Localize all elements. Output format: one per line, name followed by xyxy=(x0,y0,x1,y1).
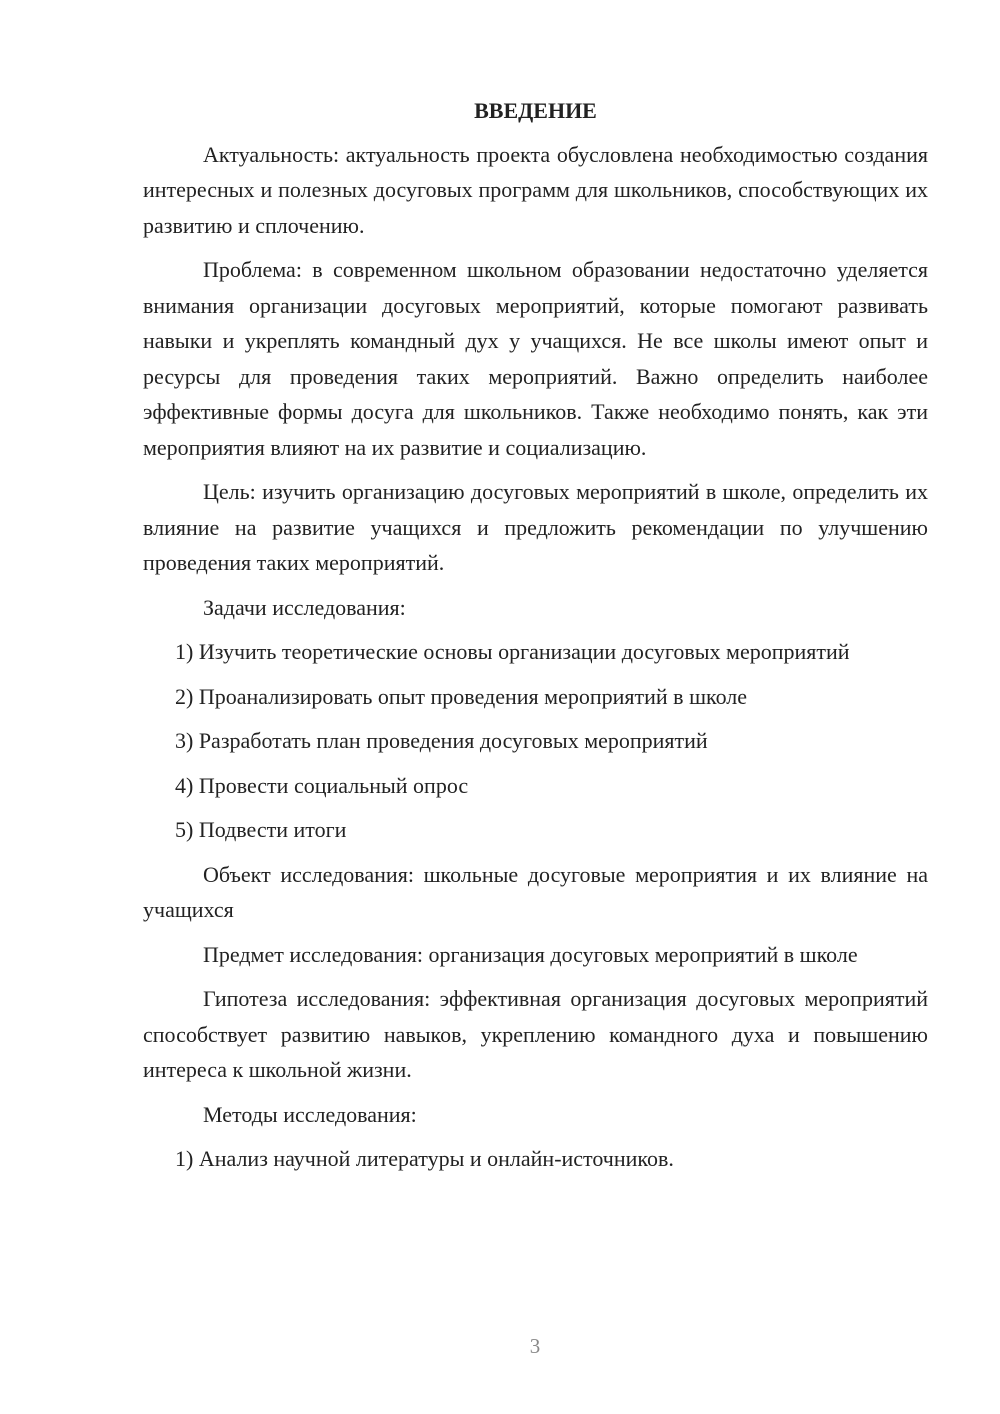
paragraph-goal: Цель: изучить организацию досуговых мероприятий в школе, определить их влияние на развитие учащихся и предложить рекомендации по улучшению проведения таких мероприятий. xyxy=(143,479,928,575)
paragraph-subject: Предмет исследования: организация досуговых мероприятий в школе xyxy=(203,941,858,967)
section-title: ВВЕДЕНИЕ xyxy=(474,98,597,123)
task-item-2: 2) Проанализировать опыт проведения мероприятий в школе xyxy=(175,683,748,709)
methods-heading: Методы исследования: xyxy=(203,1101,417,1127)
paragraph-hypothesis: Гипотеза исследования: эффективная организация досуговых мероприятий способствует развитию навыков, укреплению командного духа и повышению интереса к школьной жизни. xyxy=(143,986,928,1082)
task-item-1: 1) Изучить теоретические основы организации досуговых мероприятий xyxy=(175,639,850,664)
paragraph-object: Объект исследования: школьные досуговые мероприятия и их влияние на учащихся xyxy=(143,861,928,922)
task-item-3: 3) Разработать план проведения досуговых мероприятий xyxy=(175,728,708,753)
page-number: 3 xyxy=(529,1334,541,1358)
paragraph-relevance: Актуальность: актуальность проекта обусловлена необходимостью создания интересных и полезных досуговых программ для школьников, способствующих их развитию и сплочению. xyxy=(143,141,928,238)
task-item-5: 5) Подвести итоги xyxy=(175,817,347,842)
method-item-1: 1) Анализ научной литературы и онлайн-источников. xyxy=(175,1146,674,1171)
task-item-4: 4) Провести социальный опрос xyxy=(175,772,469,798)
document-page xyxy=(143,93,928,1186)
tasks-heading: Задачи исследования: xyxy=(203,594,406,620)
paragraph-problem: Проблема: в современном школьном образовании недостаточно уделяется внимания организации досуговых мероприятий, которые помогают развивать навыки и укреплять командный дух у учащихся. Не все школы имеют опыт и ресурсы для проведения таких мероприятий. Важно определить наиболее эффективные формы досуга для школьников. Также необходимо понять, как эти мероприятия влияют на их развитие и социализацию. xyxy=(143,257,928,460)
